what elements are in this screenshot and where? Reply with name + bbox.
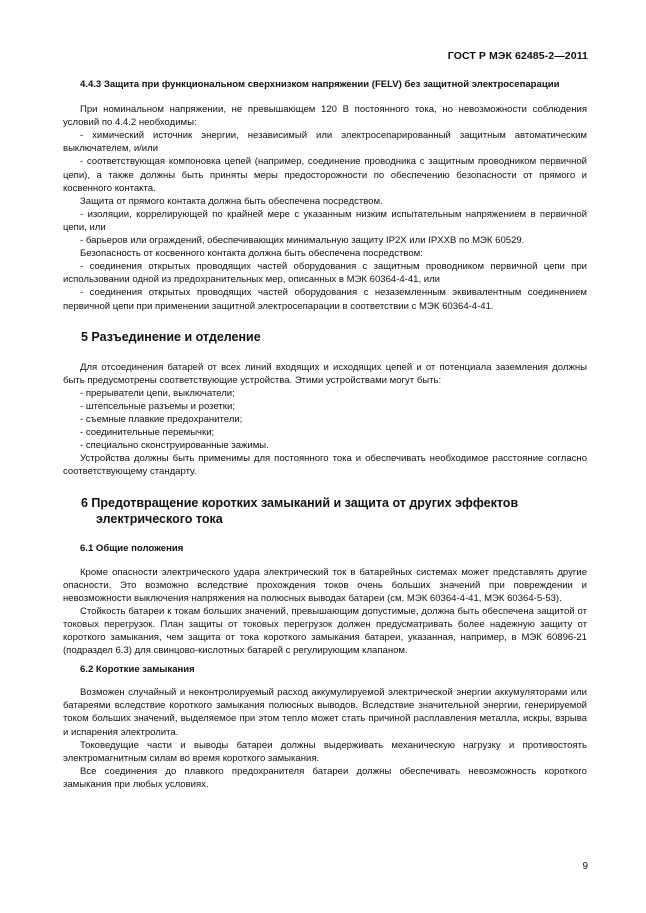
paragraph: При номинальном напряжении, не превышающем 120 В постоянного тока, но невозможности соблюдения условий по 4.4.2 необходимы: [63, 104, 587, 129]
section-4-4-3-heading: 4.4.3 Защита при функциональном сверхнизком напряжении (FELV) без защитной электросепарации [80, 79, 560, 90]
section-6-heading [81, 495, 587, 527]
paragraph: - химический источник энергии, независимый или электросепарированный защитным автоматическим выключателем, и/или [63, 130, 587, 155]
paragraph: Токоведущие части и выводы батареи должны выдерживать механическую нагрузку и противостоять электромагнитным силам во время короткого замыкания. [63, 739, 587, 764]
paragraph: - соединения открытых проводящих частей оборудования с защитным проводником первичной цепи при использовании одной из предохранительных мер, описанных в МЭК 60364-4-41, или [63, 261, 587, 286]
page-number: 9 [582, 861, 588, 872]
section-6-1-heading: 6.1 Общие положения [80, 543, 184, 555]
section-6-heading-line2: электрического тока [96, 512, 223, 527]
paragraph: Кроме опасности электрического удара электрический ток в батарейных системах может представлять другие опасности. Это возможно вследствие прохождения токов очень больших значений при повреждении и невозможности выключения напряжения на полюсных выводах батареи (см. МЭК 60364-4-41, МЭК 60364-5-53). [63, 566, 587, 604]
list-item: - специально сконструированные зажимы. [80, 440, 269, 452]
list-item: - соединительные перемычки; [80, 427, 215, 439]
section-6-heading-line1: 6 Предотвращение коротких замыканий и защита от других эффектов [81, 496, 519, 511]
list-item: - штепсельные разъемы и розетки; [80, 400, 235, 412]
section-6-2-heading: 6.2 Короткие замыкания [80, 664, 195, 676]
paragraph: - барьеров или ограждений, обеспечивающих минимальную защиту IP2X или IPXXB по МЭК 60529. [80, 235, 525, 247]
paragraph: Возможен случайный и неконтролируемый расход аккумулируемой электрической энергии аккумуляторами или батареями вследствие короткого замыкания полюсных выводов. Вследствие значительной энергии, генерируемой током больших значений, выделяемое при этом тепло может стать причиной расплавления металла, искры, взрыва и испарения электролита. [63, 687, 587, 738]
paragraph: Все соединения до плавкого предохранителя батареи должны обеспечивать невозможность короткого замыкания при любых условиях. [63, 765, 587, 790]
paragraph: - соединения открытых проводящих частей оборудования с незаземленным эквивалентным соединением первичной цепи при применении защитной электросепарации в соответствии с МЭК 60364-4-41. [63, 287, 587, 312]
paragraph: - соответствующая компоновка цепей (например, соединение проводника с защитным проводником первичной цепи), а также должны быть приняты меры предосторожности по обеспечению безопасности от прямого и косвенного контакта. [63, 156, 587, 194]
list-item: - прерыватели цепи, выключатели; [80, 387, 235, 399]
paragraph: Для отсоединения батарей от всех линий входящих и исходящих цепей и от потенциала заземления должны быть предусмотрены соответствующие устройства. Этими устройствами могут быть: [63, 361, 587, 386]
paragraph: Защита от прямого контакта должна быть обеспечена посредством. [80, 195, 383, 207]
paragraph: Безопасность от косвенного контакта должна быть обеспечена посредством: [80, 248, 423, 260]
list-item: - съемные плавкие предохранители; [80, 413, 243, 425]
section-5-heading: 5 Разъединение и отделение [81, 329, 261, 344]
page-content [63, 78, 587, 791]
paragraph: Устройства должны быть применимы для постоянного тока и обеспечивать необходимое расстояние согласно соответствующему стандарту. [63, 453, 587, 478]
paragraph: Стойкость батареи к токам больших значений, превышающим допустимые, должна быть обеспечена защитой от токовых перегрузок. План защиты от токовых перегрузок должен предусматривать более надежную защиту от короткого замыкания, чем защита от тока короткого замыкания батареи, указанная, например, в МЭК 60896-21 (подраздел 6.3) для свинцово-кислотных батарей с регулирующим клапаном. [63, 605, 587, 657]
paragraph: - изоляции, коррелирующей по крайней мере с указанным низким испытательным напряжением в первичной цепи, или [63, 208, 587, 233]
document-header: ГОСТ Р МЭК 62485-2—2011 [447, 50, 588, 62]
